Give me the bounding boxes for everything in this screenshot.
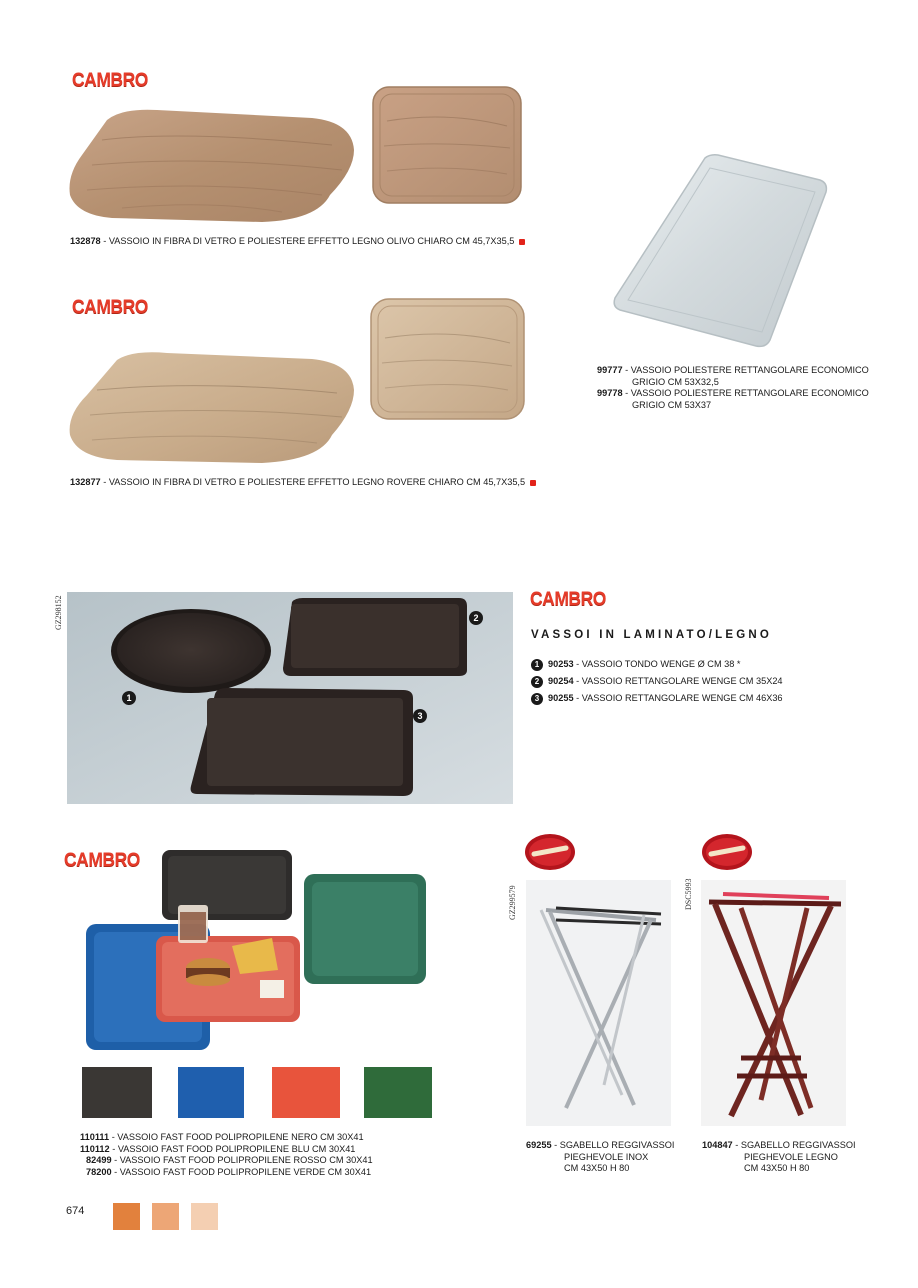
list-item xyxy=(80,1132,373,1144)
list-item xyxy=(531,690,783,707)
product-description-cont: PIEGHEVOLE INOX xyxy=(564,1151,649,1162)
cambro-logo: CAMBRO xyxy=(72,70,148,91)
product-description: - VASSOIO RETTANGOLARE WENGE CM 35X24 xyxy=(573,676,783,686)
list-item xyxy=(531,656,783,673)
product-code: 90253 xyxy=(548,659,574,669)
red-square-icon xyxy=(519,239,525,245)
caption-132878 xyxy=(70,236,525,248)
product-description-cont: GRIGIO CM 53X37 xyxy=(632,399,712,410)
product-description-cont: PIEGHEVOLE LEGNO xyxy=(744,1151,838,1162)
product-description: - SGABELLO REGGIVASSOI xyxy=(732,1140,856,1150)
product-description-cont: GRIGIO CM 53X32,5 xyxy=(632,376,719,387)
product-code: 78200 xyxy=(86,1166,112,1177)
product-code: 99778 xyxy=(597,388,623,398)
cambro-logo: CAMBRO xyxy=(72,297,148,318)
color-swatch-green xyxy=(364,1067,432,1118)
red-square-icon xyxy=(530,480,536,486)
color-swatch-red xyxy=(272,1067,340,1118)
photo-code: GZ299579 xyxy=(508,885,517,920)
stainless-tray-stand-image xyxy=(526,880,671,1126)
fast-food-trays-image xyxy=(82,850,432,1055)
product-description: - VASSOIO FAST FOOD POLIPROPILENE ROSSO CM 30X41 xyxy=(111,1155,373,1165)
product-code: 99777 xyxy=(597,365,623,375)
page-number: 674 xyxy=(66,1205,85,1217)
fast-food-product-list xyxy=(80,1132,373,1178)
product-code: 82499 xyxy=(86,1155,112,1165)
callout-3-icon: 3 xyxy=(413,709,427,723)
product-code: 132877 xyxy=(70,477,101,487)
caption-132877 xyxy=(70,477,536,489)
product-code: 104847 xyxy=(702,1140,733,1150)
caption-99777-99778 xyxy=(597,365,869,411)
wooden-tray-stand-image xyxy=(701,880,846,1126)
footer-swatch-light-orange xyxy=(191,1203,218,1230)
product-code: 110111 xyxy=(80,1132,110,1142)
olive-wood-tray-top-image xyxy=(372,86,522,204)
product-code: 132878 xyxy=(70,236,101,246)
footer-swatch-mid-orange xyxy=(152,1203,179,1230)
callout-1-icon: 1 xyxy=(122,691,136,705)
product-description: - SGABELLO REGGIVASSOI xyxy=(551,1140,675,1150)
tablecraft-logo xyxy=(524,832,576,872)
list-item xyxy=(80,1155,373,1167)
list-item xyxy=(80,1144,373,1156)
footer-swatch-dark-orange xyxy=(113,1203,140,1230)
product-description-cont: CM 43X50 H 80 xyxy=(744,1163,810,1173)
product-code: 110112 xyxy=(80,1143,110,1154)
number-badge-icon: 2 xyxy=(531,676,543,688)
color-swatch-black xyxy=(82,1067,152,1118)
product-description: - VASSOIO POLIESTERE RETTANGOLARE ECONOMICO xyxy=(622,365,869,375)
product-code: 90255 xyxy=(548,693,574,703)
grey-polyester-tray-image xyxy=(610,150,830,350)
product-code: 69255 xyxy=(526,1140,552,1150)
product-description: - VASSOIO FAST FOOD POLIPROPILENE NERO CM 30X41 xyxy=(109,1132,364,1142)
oak-wood-tray-angled-image xyxy=(62,345,362,470)
caption-69255 xyxy=(526,1140,674,1175)
number-badge-icon: 1 xyxy=(531,659,543,671)
product-description: - VASSOIO IN FIBRA DI VETRO E POLIESTERE EFFETTO LEGNO OLIVO CHIARO CM 45,7X35,5 xyxy=(100,236,515,246)
product-description: - VASSOIO RETTANGOLARE WENGE CM 46X36 xyxy=(573,693,783,703)
cambro-logo: CAMBRO xyxy=(530,589,606,610)
oak-wood-tray-top-image xyxy=(370,298,525,420)
caption-104847 xyxy=(702,1140,856,1175)
list-item xyxy=(80,1167,373,1179)
product-description: - VASSOIO FAST FOOD POLIPROPILENE VERDE CM 30X41 xyxy=(111,1166,372,1177)
callout-2-icon: 2 xyxy=(469,611,483,625)
product-description-cont: CM 43X50 H 80 xyxy=(564,1163,630,1173)
olive-wood-tray-angled-image xyxy=(62,100,362,230)
product-description: - VASSOIO POLIESTERE RETTANGOLARE ECONOMICO xyxy=(622,388,869,398)
photo-code: GZ298152 xyxy=(54,595,63,630)
cambro-logo: CAMBRO xyxy=(64,850,140,871)
section-title: VASSOI IN LAMINATO/LEGNO xyxy=(531,629,773,641)
product-description: - VASSOIO TONDO WENGE Ø CM 38 * xyxy=(573,659,741,669)
color-swatch-blue xyxy=(178,1067,244,1118)
product-code: 90254 xyxy=(548,676,574,686)
product-description: - VASSOIO IN FIBRA DI VETRO E POLIESTERE EFFETTO LEGNO ROVERE CHIARO CM 45,7X35,5 xyxy=(100,477,526,487)
number-badge-icon: 3 xyxy=(531,693,543,705)
photo-code: DSC5993 xyxy=(684,878,693,910)
product-description: - VASSOIO FAST FOOD POLIPROPILENE BLU CM 30X41 xyxy=(109,1143,356,1154)
wenge-product-list xyxy=(531,656,783,707)
list-item xyxy=(531,673,783,690)
tablecraft-logo xyxy=(701,832,753,872)
